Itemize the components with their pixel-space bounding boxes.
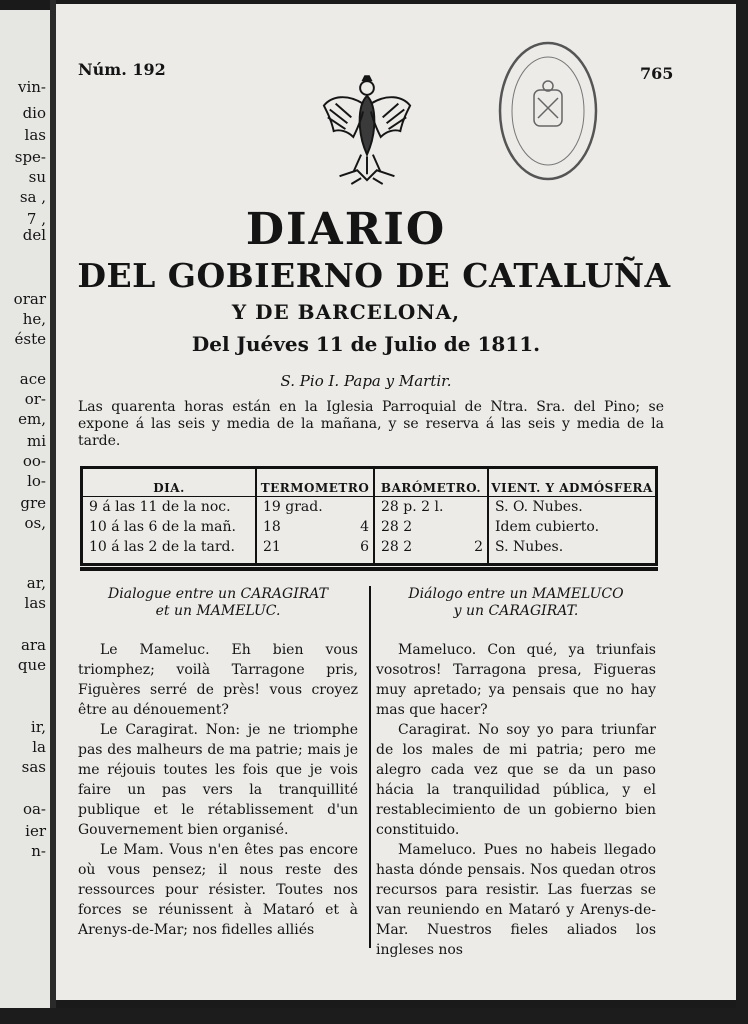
table-cell: 10 á las 6 de la mañ. bbox=[89, 519, 236, 535]
weather-col-viento bbox=[489, 469, 655, 563]
table-cell: Idem cubierto. bbox=[495, 519, 600, 535]
dialogue-paragraph: Mameluco. Con qué, ya triunfais vosotros! Tarragona presa, Figueras muy apretado; ya pensais que no hay mas que hacer? bbox=[376, 642, 656, 718]
cell-value: 28 p. 2 l. bbox=[381, 499, 444, 515]
left-fragment: del bbox=[22, 226, 46, 244]
table-cell: 10 á las 2 de la tard. bbox=[89, 539, 235, 555]
left-fragment: n- bbox=[31, 842, 46, 860]
left-fragment: vin- bbox=[17, 78, 46, 96]
left-fragment: ar, bbox=[26, 574, 46, 592]
newspaper-page bbox=[56, 4, 736, 1000]
weather-table bbox=[80, 466, 658, 566]
cell-value: 19 grad. bbox=[263, 499, 323, 515]
left-fragment: éste bbox=[14, 330, 46, 348]
table-cell bbox=[375, 517, 487, 537]
left-fragment: ier bbox=[25, 822, 46, 840]
left-fragment: ace bbox=[19, 370, 46, 388]
weather-col-termometro bbox=[257, 469, 373, 563]
left-fragment: 7 , bbox=[26, 210, 46, 228]
table-cell: 9 á las 11 de la noc. bbox=[89, 499, 231, 515]
left-fragment: la bbox=[32, 738, 46, 756]
column-title: y un CARAGIRAT. bbox=[453, 603, 579, 619]
left-fragment: sas bbox=[21, 758, 46, 776]
left-fragment: ara bbox=[20, 636, 46, 654]
table-header: TERMOMETRO bbox=[257, 469, 373, 497]
weather-col-dia bbox=[83, 469, 255, 563]
library-stamp-icon bbox=[494, 38, 602, 184]
weather-col-barometro bbox=[375, 469, 487, 563]
table-cell bbox=[375, 497, 487, 517]
left-fragment: ir, bbox=[30, 718, 46, 736]
issue-number: Núm. 192 bbox=[78, 60, 166, 79]
left-fragment: que bbox=[17, 656, 46, 674]
masthead-subtitle: DEL GOBIERNO DE CATALUÑA bbox=[77, 256, 671, 295]
dialogue-paragraph: Le Caragirat. Non: je ne triomphe pas des malheurs de ma patrie; mais je me réjouis toutes les fois que je vois faire un pas vers la tranquillité publique et le rétablissement d'un Gouvernement bien organisé. bbox=[78, 722, 358, 838]
left-fragment: mi bbox=[26, 432, 46, 450]
dialogue-paragraph: Mameluco. Pues no habeis llegado hasta dónde pensais. Nos quedan otros recursos para resistir. Las fuerzas se van reuniendo en Mataró y Arenys-de-Mar. Nuestros fieles aliados los ingleses nos bbox=[376, 842, 656, 958]
left-fragment: he, bbox=[22, 310, 46, 328]
left-fragment: las bbox=[24, 594, 46, 612]
left-fragment: oo- bbox=[22, 452, 46, 470]
cell-value: 18 bbox=[263, 519, 281, 535]
left-fragment: spe- bbox=[14, 148, 46, 166]
page-edge-right bbox=[736, 0, 748, 1024]
cell-value: 28 2 bbox=[381, 539, 413, 555]
masthead-city: Y DE BARCELONA, bbox=[231, 300, 461, 324]
spanish-dialogue-column bbox=[376, 586, 656, 960]
left-fragment: gre bbox=[20, 494, 46, 512]
table-cell: S. Nubes. bbox=[495, 539, 564, 555]
left-fragment: sa , bbox=[19, 188, 46, 206]
church-notice: Las quarenta horas están en la Iglesia Parroquial de Ntra. Sra. del Pino; se expone á las seis y media de la mañana, y se reserva á las seis y media de la tarde. bbox=[78, 399, 664, 449]
table-header: VIENT. Y ADMÓSFERA bbox=[489, 469, 655, 497]
column-title: et un MAMELUC. bbox=[155, 603, 281, 619]
table-cell bbox=[375, 537, 487, 557]
table-cell bbox=[257, 517, 373, 537]
french-dialogue-column bbox=[78, 586, 358, 940]
left-fragment: las bbox=[24, 126, 46, 144]
table-header: BARÓMETRO. bbox=[375, 469, 487, 497]
left-fragment: lo- bbox=[27, 472, 46, 490]
cell-fraction: 6 bbox=[360, 539, 369, 555]
table-cell: S. O. Nubes. bbox=[495, 499, 583, 515]
dialogue-paragraph: Le Mameluc. Eh bien vous triomphez; voilà Tarragone pris, Figuères serré de près! vous croyez être au dénouement? bbox=[78, 642, 358, 718]
page-number: 765 bbox=[640, 64, 674, 83]
eagle-emblem-icon bbox=[318, 74, 416, 196]
left-fragment: orar bbox=[13, 290, 46, 308]
dialogue-paragraph: Le Mam. Vous n'en êtes pas encore où vous pensez; il nous reste des ressources pour résister. Toutes nos forces se réunissent à Mataró et à Arenys-de-Mar; nos fidelles alliés bbox=[78, 842, 358, 938]
table-header: DIA. bbox=[83, 469, 255, 497]
cell-value: 21 bbox=[263, 539, 281, 555]
cell-fraction: 4 bbox=[360, 519, 369, 535]
left-fragment: oa- bbox=[22, 800, 46, 818]
column-title: Diálogo entre un MAMELUCO bbox=[408, 586, 624, 602]
column-divider bbox=[369, 586, 371, 948]
page-edge-bottom bbox=[0, 1008, 748, 1024]
masthead-title: DIARIO bbox=[245, 204, 447, 255]
cell-value: 28 2 bbox=[381, 519, 413, 535]
dateline: Del Juéves 11 de Julio de 1811. bbox=[191, 332, 541, 356]
table-cell bbox=[257, 537, 373, 557]
cell-fraction: 2 bbox=[474, 539, 483, 555]
column-title: Dialogue entre un CARAGIRAT bbox=[108, 586, 328, 602]
left-fragment: os, bbox=[24, 514, 46, 532]
table-cell bbox=[257, 497, 373, 517]
left-facing-page bbox=[0, 10, 50, 1008]
left-fragment: dio bbox=[22, 104, 46, 122]
saint-of-day: S. Pio I. Papa y Martir. bbox=[280, 372, 452, 390]
left-fragment: em, bbox=[18, 410, 46, 428]
left-fragment: su bbox=[28, 168, 46, 186]
left-fragment: or- bbox=[24, 390, 46, 408]
dialogue-paragraph: Caragirat. No soy yo para triunfar de los males de mi patria; pero me alegro cada vez que se da un paso hácia la tranquilidad pública, y el restablecimiento de un gobierno bien constituido. bbox=[376, 722, 656, 838]
